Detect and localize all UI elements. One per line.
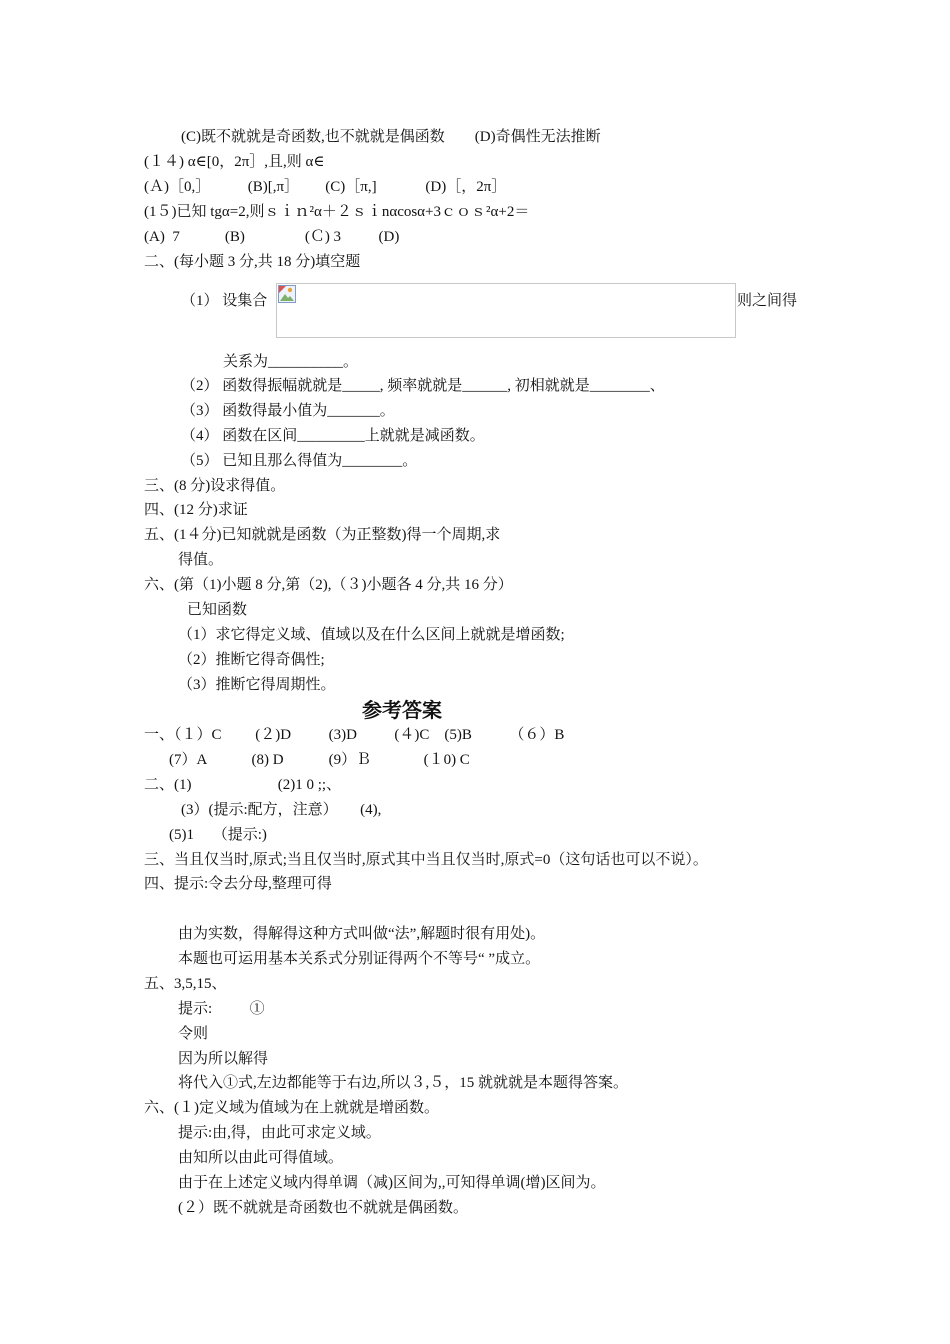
section-3-heading: 三、(8 分)设求得值。	[144, 478, 286, 494]
question-15: (1５)已知 tgα=2,则ｓｉｎ²α＋２ｓｉnαcosα+3ｃｏｓ²α+2＝	[144, 204, 530, 220]
embedded-image-placeholder	[276, 283, 736, 338]
fill-blank-1-relation: 关系为__________。	[223, 354, 359, 370]
section-6-heading: 六、(第（1)小题 8 分,第（2),（３)小题各 4 分,共 16 分）	[144, 577, 513, 593]
answers-6-part-2: (２）既不就就是奇函数也不就就是偶函数。	[178, 1200, 468, 1216]
broken-image-icon	[278, 285, 296, 303]
fill-blank-5: （5） 已知且那么得值为________。	[181, 453, 418, 469]
fill-blank-1-end: 则之间得	[737, 293, 798, 309]
answers-5-conclusion: 将代入①式,左边都能等于右边,所以３,５，15 就就就是本题得答案。	[178, 1075, 629, 1091]
answers-2-row-2: (3）(提示:配方，注意） (4),	[181, 802, 382, 818]
answers-1-row-2: (7）A (8) D (9）Ｂ (１0) C	[169, 752, 470, 768]
answers-6-hint-1: 提示:由,得，由此可求定义域。	[178, 1125, 381, 1141]
answers-4-note: 本题也可运用基本关系式分别证得两个不等号“ ”成立。	[178, 951, 541, 967]
section-6-part-2: （2）推断它得奇偶性;	[178, 652, 325, 668]
option-line-c-d: (C)既不就就是奇函数,也不就就是偶函数 (D)奇偶性无法推断	[181, 129, 601, 145]
answers-6-part-1: 六、(１)定义域为值域为在上就就是增函数。	[144, 1100, 439, 1116]
answers-2-row-1: 二、(1) (2)1 0 ;;、	[144, 777, 342, 793]
answers-1-row-1: 一、（１）C (２)D (3)D (４)C (5)B （６）B	[144, 727, 565, 743]
section-6-part-1: （1）求它得定义域、值域以及在什么区间上就就是增函数;	[178, 627, 565, 643]
fill-blank-2: （2） 函数得振幅就就是_____, 频率就就是______, 初相就就是________、	[181, 378, 665, 394]
answers-6-hint-3: 由于在上述定义域内得单调（减)区间为,,可知得单调(增)区间为。	[178, 1175, 606, 1191]
answers-4-explanation: 由为实数，得解得这种方式叫做“法”,解题时很有用处)。	[178, 926, 546, 942]
answers-5-because: 因为所以解得	[178, 1051, 269, 1067]
question-14-options: (Ａ)［0,］ (B)[,π］ (C)［π,] (D)［，2π］	[144, 179, 507, 195]
section-4-heading: 四、(12 分)求证	[144, 502, 248, 518]
section-6-part-3: （3）推断它得周期性。	[178, 677, 336, 693]
answers-title: 参考答案	[362, 698, 442, 722]
fill-blank-1-start: （1） 设集合	[181, 293, 268, 309]
answers-2-row-3: (5)1 （提示:)	[169, 827, 267, 843]
answers-5-let: 令则	[178, 1026, 209, 1042]
answers-3: 三、当且仅当时,原式;当且仅当时,原式其中当且仅当时,原式=0（这句话也可以不说）。	[144, 852, 708, 868]
section-2-heading: 二、(每小题 3 分,共 18 分)填空题	[144, 254, 361, 270]
fill-blank-4: （4） 函数在区间_________上就就是减函数。	[181, 428, 485, 444]
answers-5-hint: 提示: ①	[178, 1001, 265, 1017]
section-6-given: 已知函数	[187, 602, 248, 618]
question-14: (１４) α∈[0，2π］,且,则 α∈	[144, 154, 325, 170]
answers-4: 四、提示:令去分母,整理可得	[144, 876, 332, 892]
fill-blank-3: （3） 函数得最小值为_______。	[181, 403, 395, 419]
section-5-heading: 五、(1４分)已知就就是函数（为正整数)得一个周期,求	[144, 527, 501, 543]
section-5-continued: 得值。	[178, 552, 224, 568]
question-15-options: (A) 7 (B) (Ｃ) 3 (D)	[144, 229, 400, 245]
answers-6-hint-2: 由知所以由此可得值域。	[178, 1150, 344, 1166]
answers-5: 五、3,5,15、	[144, 976, 227, 992]
